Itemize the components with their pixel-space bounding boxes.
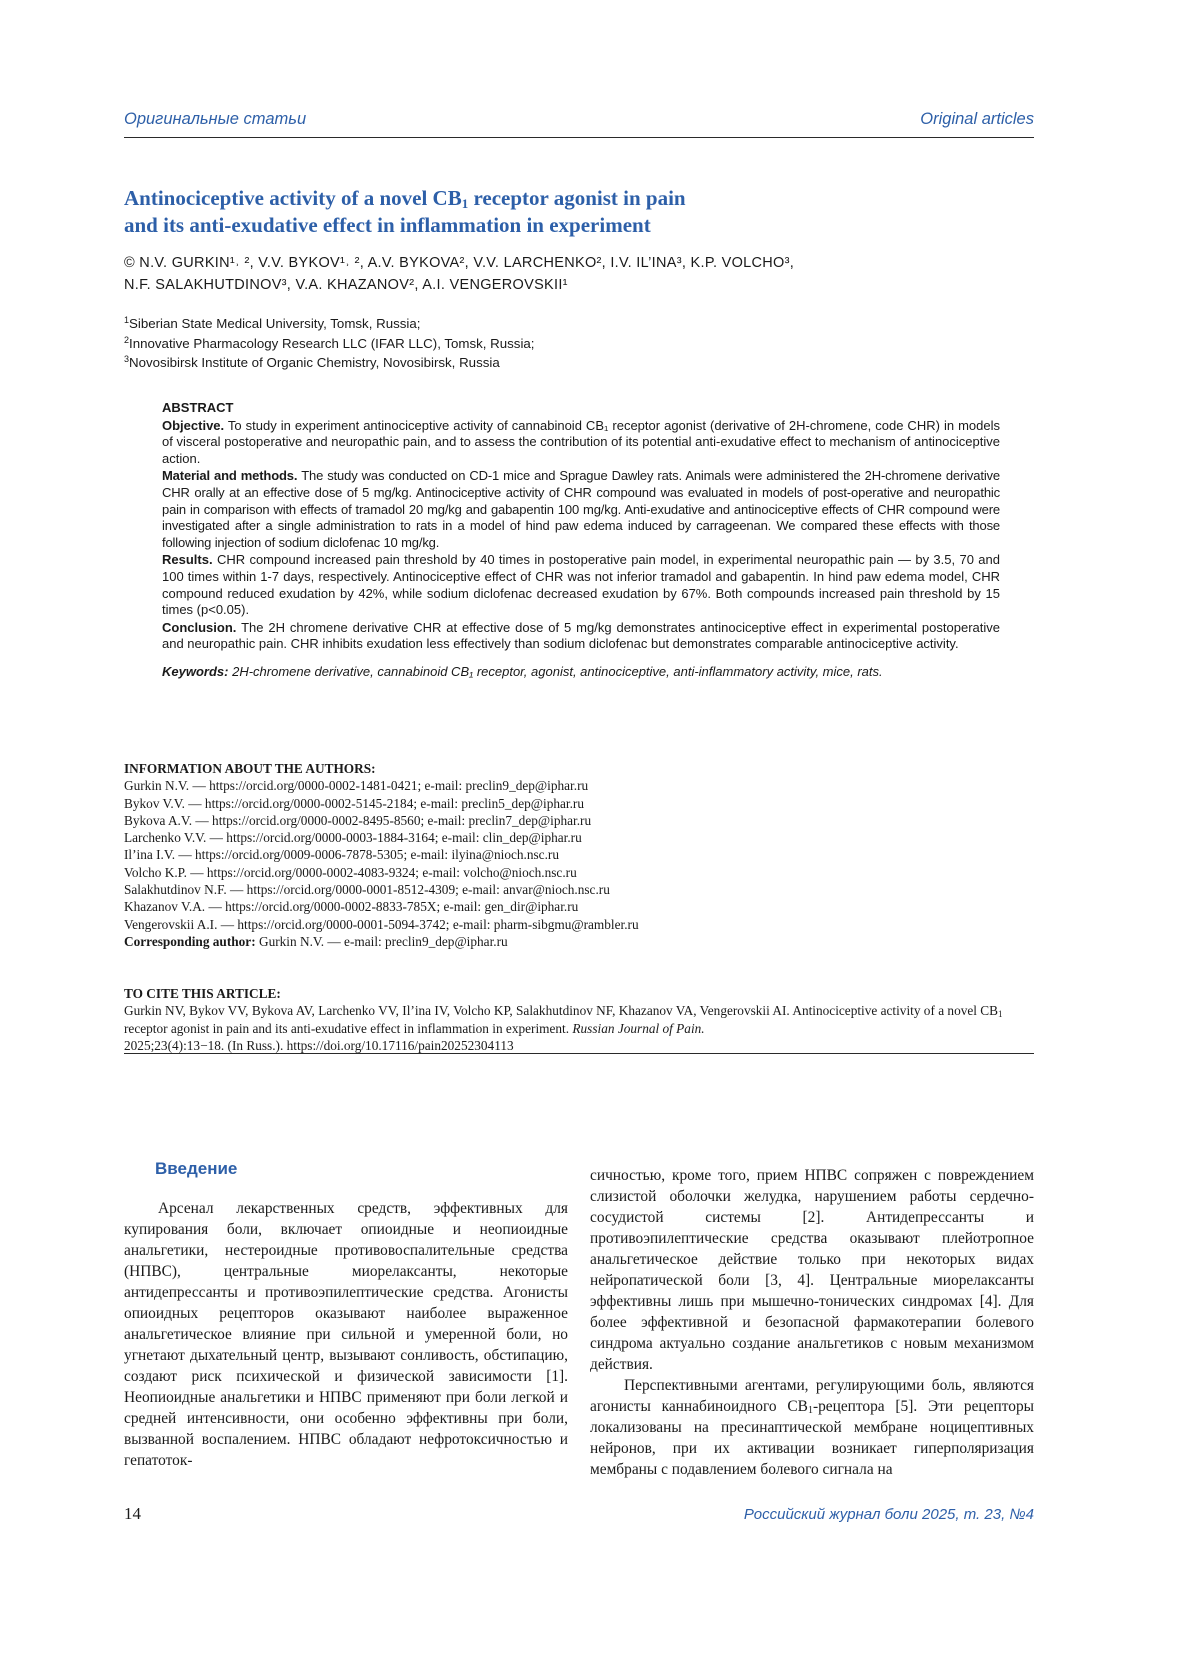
section-heading-introduction: Введение [155, 1159, 238, 1178]
body-paragraph: Перспективными агентами, регулирующими боль, являются агонисты каннабиноидного $CB_1$-рецептора [5]. Эти рецепторы локализованы на пресинаптической мембране ноцицептивных нейронов, при их активации возникает гиперполяризация мембраны с подавлением болевого сигнала на [590, 1377, 1034, 1478]
author-info-line: Gurkin N.V. — https://orcid.org/0000-0002-1481-0421; e-mail: preclin9_dep@iphar.ru [124, 778, 589, 794]
journal-footer: Российский журнал боли 2025, т. 23, №4 [743, 1506, 1034, 1523]
authors-info [124, 760, 639, 950]
author-info-line: Khazanov V.A. — https://orcid.org/0000-0002-8833-785X; e-mail: gen_dir@iphar.ru [124, 899, 579, 915]
body-column-right [590, 1165, 1034, 1480]
citation-heading: TO CITE THIS ARTICLE: [124, 986, 281, 1001]
author-info-line: Salakhutdinov N.F. — https://orcid.org/0000-0001-8512-4309; e-mail: anvar@nioch.nsc.ru [124, 882, 610, 898]
abstract [162, 400, 1000, 682]
abstract-methods: Material and methods. The study was conducted on CD-1 mice and Sprague Dawley rats. Animals were administered the 2H-chromene derivative CHR orally at an effective dose of 5 mg/kg. Antinociceptive activity of CHR compound was evaluated in models of post-operative and neuropathic pain in comparison with effects of tramadol 20 mg/kg and gabapentin 100 mg/kg. Anti-exudative and antinociceptive effects of CHR compound were investigated after a single administration to rats in a model of hind paw edema induced by carrageenan. We compared these effects with those following injection of sodium diclofenac 10 mg/kg. [162, 468, 1000, 550]
author-info-line: Bykova A.V. — https://orcid.org/0000-0002-8495-8560; e-mail: preclin7_dep@iphar.ru [124, 812, 592, 828]
abstract-conclusion: Conclusion. The 2H chromene derivative CHR at effective dose of 5 mg/kg demonstrates antinociceptive effect in experimental postoperative and neuropathic pain. CHR inhibits exudation less effectively than sodium diclofenac but demonstrates comparable antinociceptive activity. [162, 619, 1000, 652]
authors-info-heading: INFORMATION ABOUT THE AUTHORS: [124, 761, 376, 776]
running-header-left: Оригинальные статьи [124, 110, 307, 128]
author-info-line: Larchenko V.V. — https://orcid.org/0000-0003-1884-3164; e-mail: clin_dep@iphar.ru [124, 830, 582, 846]
abstract-heading: ABSTRACT [162, 400, 234, 415]
affiliation-item: $^3$Novosibirsk Institute of Organic Chemistry, Novosibirsk, Russia [124, 354, 500, 370]
author-info-line: Il’ina I.V. — https://orcid.org/0009-0006-7878-5305; e-mail: ilyina@nioch.nsc.ru [124, 847, 559, 863]
abstract-objective: Objective. To study in experiment antinociceptive activity of cannabinoid CB₁ receptor agonist (derivative of 2H-chromene, code CHR) in models of visceral postoperative and neuropathic pain, and to assess the contribution of its potential anti-exudative effect to mechanism of antinociceptive action. [162, 417, 1000, 466]
corresponding-author: Corresponding author: Gurkin N.V. — e-mail: preclin9_dep@iphar.ru [124, 933, 508, 949]
affiliations [124, 314, 535, 373]
affiliation-item: $^2$Innovative Pharmacology Research LLC (IFAR LLC), Tomsk, Russia; [124, 334, 535, 351]
page-number: 14 [124, 1504, 141, 1523]
citation-block [124, 985, 1036, 1054]
running-header-right: Original articles [920, 110, 1034, 128]
affiliation-item: $^1$Siberian State Medical University, Tomsk, Russia; [124, 315, 421, 331]
body-paragraph: Арсенал лекарственных средств, эффективных для купирования боли, включает опиоидные и неопиоидные анальгетики, нестероидные противовоспалительные средства (НПВС), центральные миорелаксанты, некоторые антидепрессанты и противоэпилептические средства. Агонисты опиоидных рецепторов оказывают наиболее выраженное анальгетическое влияние при сильной и умеренной боли, но угнетают дыхательный центр, вызывают сонливость, обстипацию, создают риск психической и физической зависимости [1]. Неопиоидные анальгетики и НПВС применяют при боли легкой и средней интенсивности, они особенно эффективны при боли, вызванной воспалением. НПВС обладают нефротоксичностью и гепатоток- [124, 1200, 568, 1469]
abstract-keywords: Keywords: 2H-chromene derivative, cannabinoid CB₁ receptor, agonist, antinociceptive, anti-inflammatory activity, mice, rats. [162, 663, 883, 679]
author-info-line: Bykov V.V. — https://orcid.org/0000-0002-5145-2184; e-mail: preclin5_dep@iphar.ru [124, 795, 584, 811]
body-paragraph: сичностью, кроме того, прием НПВС сопряжен с повреждением слизистой оболочки желудка, нарушением работы сердечно-сосудистой системы [2]. Антидепрессанты и противоэпилептические средства оказывают плейотропное анальгетическое действие только при некоторых видах нейропатической боли [3, 4]. Центральные миорелаксанты эффективны лишь при мышечно-тонических синдромах [4]. Для более эффективной и безопасной фармакотерапии болевого синдрома актуально создание анальгетиков с новым механизмом действия. [590, 1167, 1034, 1373]
author-info-line: Volcho K.P. — https://orcid.org/0000-0002-4083-9324; e-mail: volcho@nioch.nsc.ru [124, 864, 577, 880]
body-column-left [124, 1198, 568, 1471]
citation-divider [124, 1053, 1034, 1054]
author-list: © N.V. GURKIN¹˒ ², V.V. BYKOV¹˒ ², A.V. BYKOVA², V.V. LARCHENKO², I.V. IL’INA³, K.P. VOLCHO³, N.F. SALAKHUTDINOV³, V.A. KHAZANOV², A.I. VENGEROVSKII¹ [124, 255, 795, 293]
abstract-results: Results. CHR compound increased pain threshold by 40 times in postoperative pain model, in experimental neuropathic pain — by 3.5, 70 and 100 times within 1-7 days, respectively. Antinociceptive effect of CHR was not inferior tramadol and gabapentin. In hind paw edema model, CHR compound reduced exudation by 42%, while sodium diclofenac decreased exudation by 67%. Both compounds increased pain threshold by 15 times (p<0.05). [162, 552, 1000, 618]
article-title: Antinociceptive activity of a novel $CB_1$ receptor agonist in pain and its anti-exudative effect in inflammation in experiment [124, 186, 686, 237]
citation-text: Gurkin NV, Bykov VV, Bykova AV, Larchenko VV, Il’ina IV, Volcho KP, Salakhutdinov NF, Khazanov VA, Vengerovskii AI. Antinociceptive activity of a novel $CB_1$ receptor agonist in pain and its anti-exudative effect in inflammation in experiment. Russian Journal of Pain. 2025;23(4):13−18. (In Russ.). https://doi.org/10.17116/pain20252304113 [124, 1003, 1003, 1053]
author-info-line: Vengerovskii A.I. — https://orcid.org/0000-0001-5094-3742; e-mail: pharm-sibgmu@rambler.ru [124, 916, 639, 932]
header-divider [124, 137, 1034, 138]
